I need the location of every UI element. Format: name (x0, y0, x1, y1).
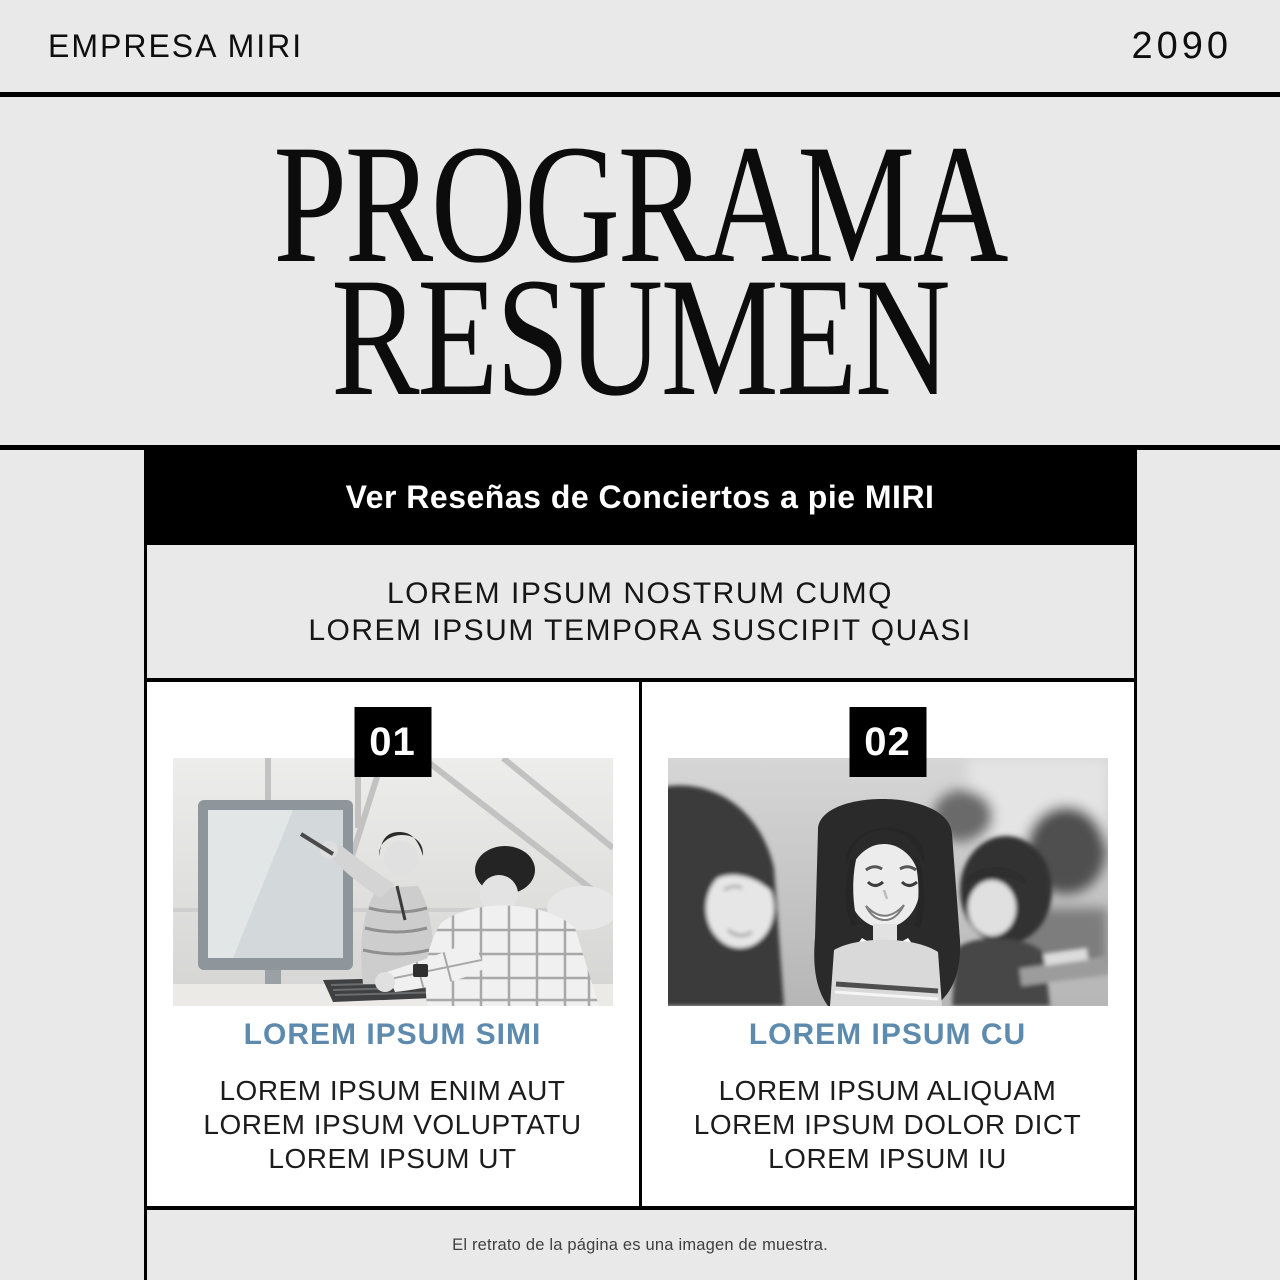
card-01-title: LOREM IPSUM SIMI (243, 1018, 542, 1051)
card-01-line-1: LOREM IPSUM ENIM AUT (219, 1075, 566, 1106)
photo-smiling-students (668, 758, 1108, 1006)
card-02-number: 02 (864, 719, 911, 764)
card-01-line-3: LOREM IPSUM UT (268, 1143, 517, 1174)
card-01-number-badge (354, 707, 431, 777)
card-02-title: LOREM IPSUM CU (748, 1018, 1027, 1051)
title-section (0, 97, 1280, 445)
cards-row (147, 682, 1134, 1210)
intro-line-2: LOREM IPSUM TEMPORA SUSCIPIT QUASI (308, 613, 972, 647)
footer-note: El retrato de la página es una imagen de muestra. (452, 1235, 828, 1254)
page-title (273, 110, 1007, 431)
photo-smiling-students-illustration (668, 758, 1108, 1006)
card-01-description (147, 1074, 639, 1176)
header-bar (0, 0, 1280, 92)
banner-text: Ver Reseñas de Conciertos a pie MIRI (345, 479, 935, 515)
card-02 (642, 682, 1134, 1206)
card-02-line-2: LOREM IPSUM DOLOR DICT (693, 1109, 1082, 1140)
card-01-number: 01 (369, 719, 416, 764)
card-02-line-1: LOREM IPSUM ALIQUAM (718, 1075, 1057, 1106)
banner (147, 450, 1134, 545)
content-frame (144, 450, 1137, 1280)
photo-two-men-computer-illustration (173, 758, 613, 1006)
card-02-line-3: LOREM IPSUM IU (768, 1143, 1007, 1174)
card-02-number-badge (849, 707, 926, 777)
page-title-line-2: RESUMEN (331, 243, 949, 431)
card-02-description (642, 1074, 1134, 1176)
intro-line-1: LOREM IPSUM NOSTRUM CUMQ (386, 576, 893, 610)
card-01-line-2: LOREM IPSUM VOLUPTATU (203, 1109, 582, 1140)
footer (147, 1210, 1134, 1280)
page-title-line-1: PROGRAMA (273, 110, 1007, 299)
intro-block (147, 545, 1134, 682)
card-01 (147, 682, 639, 1206)
company-name: EMPRESA MIRI (48, 27, 304, 64)
photo-two-men-computer (173, 758, 613, 1006)
year-label: 2090 (1131, 24, 1232, 67)
